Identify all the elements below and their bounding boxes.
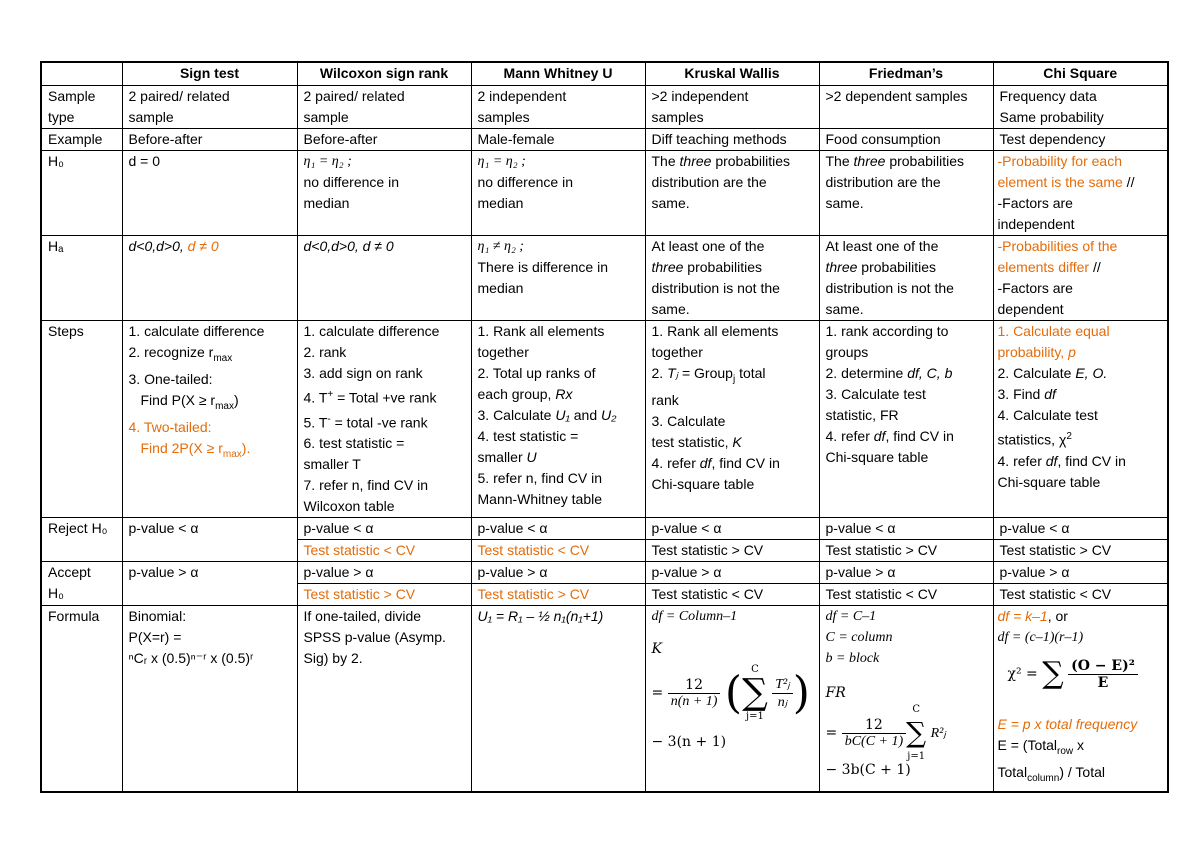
label-formula: Formula [41,606,122,792]
cell-h0-kruskal: The three probabilities distribution are the same. [645,151,819,236]
cell-sample-kruskal: >2 independent samples [645,86,819,129]
label-steps: Steps [41,321,122,518]
header-wilcoxon: Wilcoxon sign rank [297,62,471,86]
cell-reject-wilcoxon-ts: Test statistic < CV [297,540,471,562]
cell-accept-mann-ts: Test statistic > CV [471,584,645,606]
cell-steps-chi: 1. Calculate equal probability, p 2. Calculate E, O. 3. Find df 4. Calculate test statistics, $\chi^2$ 4. refer df, find CV in Chi-square table [993,321,1168,518]
cell-accept-chi-p: p-value > α [993,562,1168,584]
row-formula [41,606,1168,792]
cell-formula-mann: U₁ = R₁ – ½ n₁(n₁+1) [471,606,645,792]
cell-sample-chi: Frequency data Same probability [993,86,1168,129]
cell-ha-sign: d<0,d>0, d ≠ 0 [122,236,297,321]
cell-accept-kruskal-ts: Test statistic < CV [645,584,819,606]
label-h0: H₀ [41,151,122,236]
cell-reject-mann-p: p-value < α [471,518,645,540]
cell-steps-kruskal: 1. Rank all elements together 2. Tⱼ = Group$_j$ total rank 3. Calculate test statistic, K 4. refer df, find CV in Chi-square table [645,321,819,518]
label-accept: Accept H₀ [41,562,122,606]
cell-reject-kruskal-ts: Test statistic > CV [645,540,819,562]
header-kruskal-wallis: Kruskal Wallis [645,62,819,86]
cell-accept-chi-ts: Test statistic < CV [993,584,1168,606]
cell-reject-sign: p-value < α [122,518,297,562]
cell-reject-friedman-ts: Test statistic > CV [819,540,993,562]
header-row [41,62,1168,86]
cell-sample-wilcoxon: 2 paired/ related sample [297,86,471,129]
cell-ha-wilcoxon: d<0,d>0, d ≠ 0 [297,236,471,321]
cell-steps-wilcoxon: 1. calculate difference 2. rank 3. add sign on rank 4. T+ = Total +ve rank 5. T- = total -ve rank 6. test statistic = smaller T 7. refer n, find CV in Wilcoxon table [297,321,471,518]
cell-h0-mann: η₁ = η₂ ; no difference in median [471,151,645,236]
cell-accept-sign: p-value > α [122,562,297,606]
cell-formula-friedman: df = C–1 C = column b = block FR = $\frac{12}{bC(C + 1)}$ C ∑ j=1 R²ⱼ − 3b(C + 1) [819,606,993,792]
cell-example-mann: Male-female [471,129,645,151]
cell-reject-kruskal-p: p-value < α [645,518,819,540]
cell-formula-kruskal: df = Column–1 K = $\frac{12}{n(n + 1)}$ ( C ∑ j=1 $\frac{\text{T²ⱼ}}{\text{nⱼ}}$ ) − 3(n + 1) [645,606,819,792]
cell-steps-mann: 1. Rank all elements together 2. Total up ranks of each group, Rx 3. Calculate U₁ and U₂ 4. test statistic = smaller U 5. refer n, find CV in Mann-Whitney table [471,321,645,518]
cell-example-sign: Before-after [122,129,297,151]
cell-example-kruskal: Diff teaching methods [645,129,819,151]
cell-sample-sign: 2 paired/ related sample [122,86,297,129]
cell-h0-chi: -Probability for each element is the same // -Factors are independent [993,151,1168,236]
cell-formula-wilcoxon: If one-tailed, divide SPSS p-value (Asymp. Sig) by 2. [297,606,471,792]
row-reject-pvalue [41,518,1168,540]
header-sign-test: Sign test [122,62,297,86]
header-chi-square: Chi Square [993,62,1168,86]
row-accept-pvalue [41,562,1168,584]
cell-reject-friedman-p: p-value < α [819,518,993,540]
cell-h0-wilcoxon: η₁ = η₂ ; no difference in median [297,151,471,236]
cell-steps-friedman: 1. rank according to groups 2. determine df, C, b 3. Calculate test statistic, FR 4. refer df, find CV in Chi-square table [819,321,993,518]
header-mann-whitney: Mann Whitney U [471,62,645,86]
label-sample-type: Sample type [41,86,122,129]
header-friedman: Friedman’s [819,62,993,86]
cell-ha-friedman: At least one of the three probabilities distribution is not the same. [819,236,993,321]
cell-example-chi: Test dependency [993,129,1168,151]
cell-ha-chi: -Probabilities of the elements differ // -Factors are dependent [993,236,1168,321]
label-reject: Reject H₀ [41,518,122,562]
row-h0 [41,151,1168,236]
cell-ha-kruskal: At least one of the three probabilities distribution is not the same. [645,236,819,321]
nonparametric-tests-table [40,61,1169,793]
cell-example-friedman: Food consumption [819,129,993,151]
cell-formula-chi: df = k–1, or df = (c–1)(r–1) χ² = ∑ $\frac{\text{(O − E)²}}{E}$ E = p x total frequency E = (Total$_{row}$ x Total$_{column}$) / Total [993,606,1168,792]
cell-reject-mann-ts: Test statistic < CV [471,540,645,562]
cell-accept-wilcoxon-ts: Test statistic > CV [297,584,471,606]
cell-example-wilcoxon: Before-after [297,129,471,151]
cell-formula-sign: Binomial: P(X=r) = ⁿCᵣ x (0.5)ⁿ⁻ʳ x (0.5)ʳ [122,606,297,792]
cell-reject-chi-ts: Test statistic > CV [993,540,1168,562]
cell-reject-wilcoxon-p: p-value < α [297,518,471,540]
row-example [41,129,1168,151]
cell-sample-friedman: >2 dependent samples [819,86,993,129]
row-ha [41,236,1168,321]
cell-h0-friedman: The three probabilities distribution are the same. [819,151,993,236]
label-example: Example [41,129,122,151]
cell-accept-mann-p: p-value > α [471,562,645,584]
cell-sample-mann: 2 independent samples [471,86,645,129]
cell-accept-friedman-ts: Test statistic < CV [819,584,993,606]
cell-reject-chi-p: p-value < α [993,518,1168,540]
label-ha: Hₐ [41,236,122,321]
cell-h0-sign: d = 0 [122,151,297,236]
cell-accept-friedman-p: p-value > α [819,562,993,584]
row-steps [41,321,1168,518]
cell-accept-wilcoxon-p: p-value > α [297,562,471,584]
cell-steps-sign: 1. calculate difference 2. recognize $r_{max}$ 3. One-tailed: Find $P(X \ge r_{max})$ 4. Two-tailed: Find $2P(X \ge r_{max})$. [122,321,297,518]
cell-ha-mann: η₁ ≠ η₂ ; There is difference in median [471,236,645,321]
header-blank [41,62,122,86]
row-sample-type [41,86,1168,129]
cell-accept-kruskal-p: p-value > α [645,562,819,584]
